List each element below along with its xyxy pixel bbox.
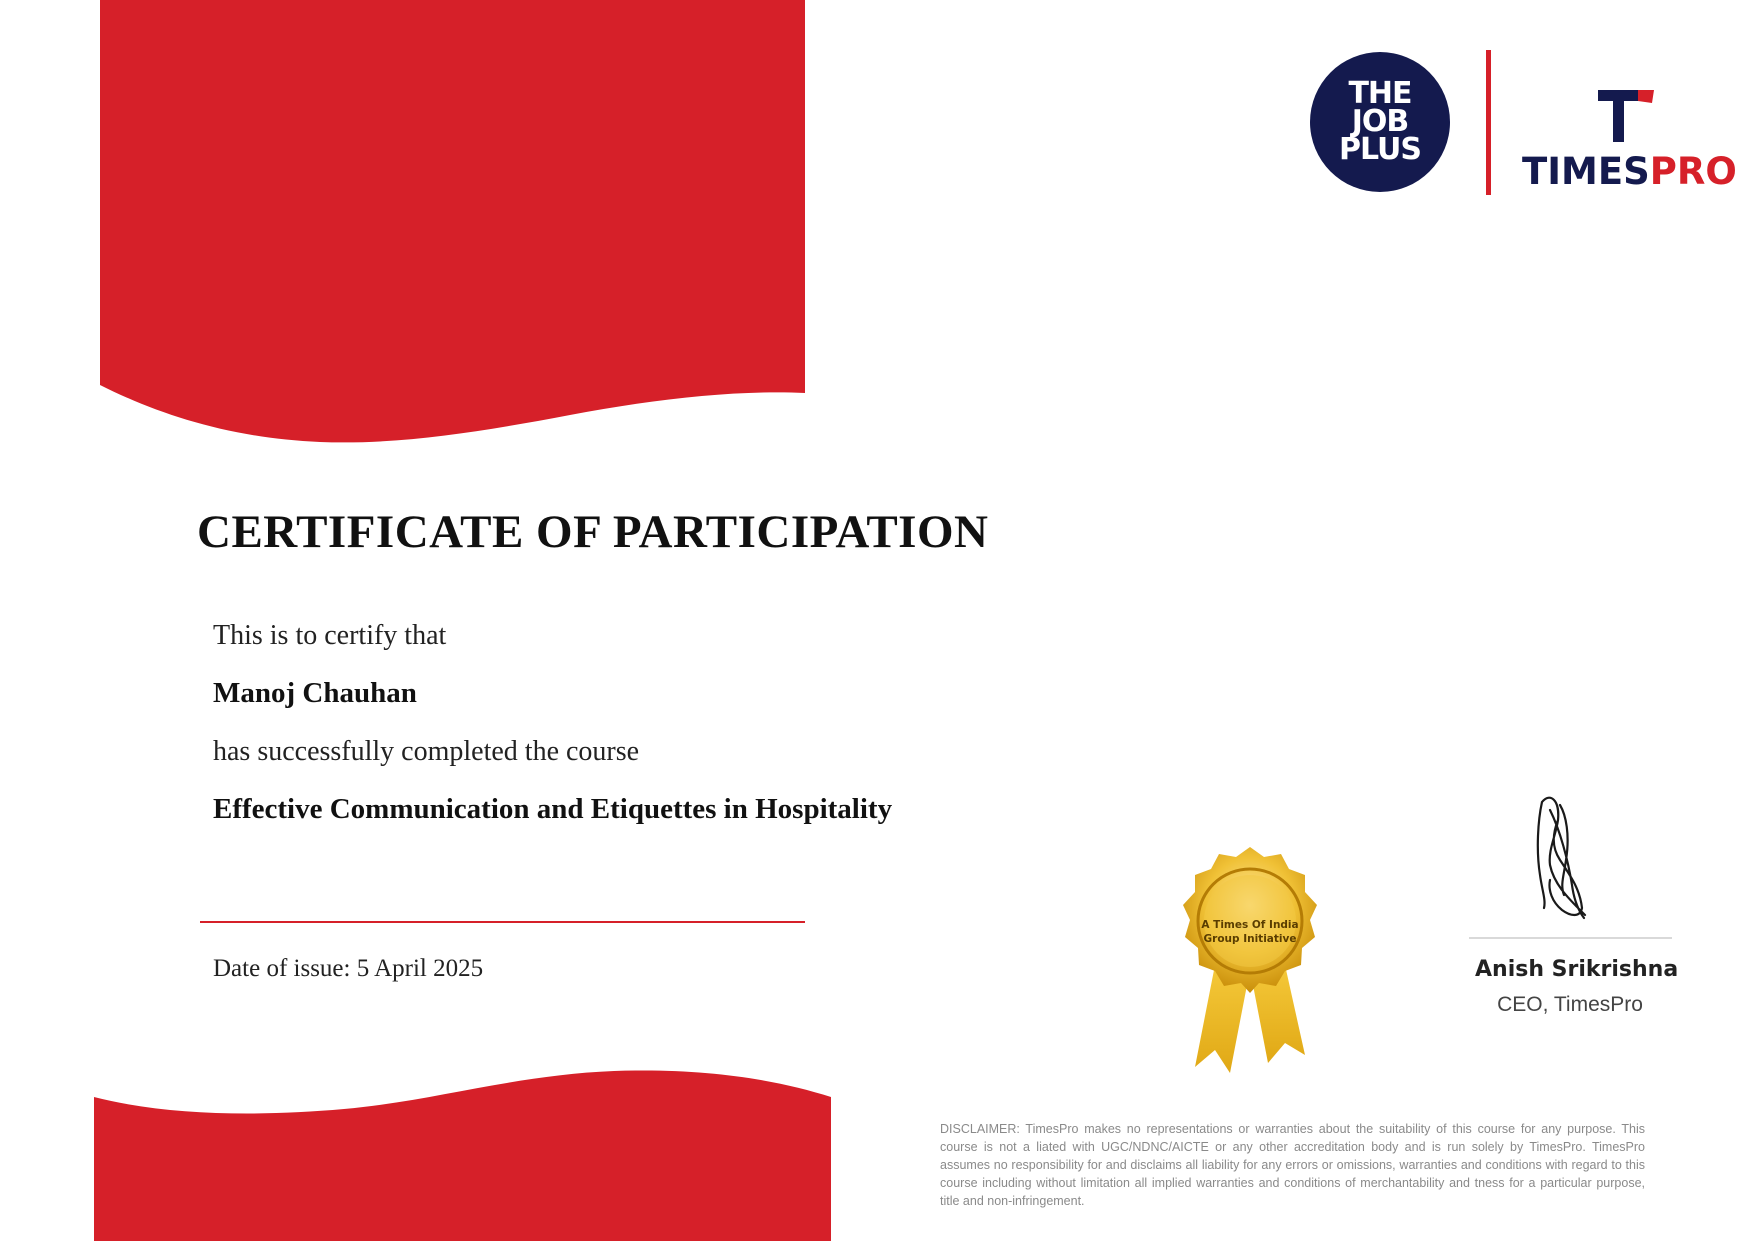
gold-seal-badge-icon <box>1160 845 1340 1075</box>
timespro-t-mark-icon <box>1598 90 1654 142</box>
seal-text-line1: A Times Of India <box>1201 919 1299 931</box>
timespro-wordmark-pro: PRO <box>1649 150 1737 193</box>
jobplus-logo-line1: THE <box>1348 76 1412 111</box>
separator-line <box>200 921 805 923</box>
jobplus-logo-line2: JOB <box>1351 104 1409 139</box>
the-job-plus-logo <box>1310 52 1450 192</box>
timespro-wordmark-times: TIMES <box>1522 150 1650 193</box>
disclaimer-text: DISCLAIMER: TimesPro makes no representations or warranties about the suitability of this course for any purpose. This course is not a liated with UGC/NDNC/AICTE or any other accreditation body and is run solely by TimesPro. TimesPro assumes no responsibility for and disclaims all liability for any errors or omissions, warranties and conditions with regard to this course including without limitation all implied warranties and conditions of merchantability and tness for a particular purpose, title and non-infringement. <box>940 1122 1645 1208</box>
signatory-role: CEO, TimesPro <box>1497 993 1643 1016</box>
issue-date: Date of issue: 5 April 2025 <box>213 955 484 982</box>
seal-text <box>1190 918 1310 946</box>
timespro-wordmark <box>1522 150 1737 193</box>
logo-divider <box>1486 50 1491 195</box>
certify-intro-text: This is to certify that <box>213 620 447 651</box>
signature-line <box>1469 937 1672 939</box>
completion-text: has successfully completed the course <box>213 736 640 767</box>
seal-text-line2: Group Initiative <box>1203 933 1297 945</box>
signatory-name: Anish Srikrishna <box>1475 957 1679 982</box>
top-red-wave-decoration <box>100 0 805 450</box>
recipient-name: Manoj Chauhan <box>213 677 417 709</box>
bottom-red-wave-decoration <box>94 1065 831 1241</box>
handwritten-signature <box>1520 790 1620 925</box>
jobplus-logo-line3: PLUS <box>1338 132 1421 167</box>
course-name: Effective Communication and Etiquettes in Hospitality <box>213 793 893 825</box>
certificate-title: CERTIFICATE OF PARTICIPATION <box>197 506 989 558</box>
